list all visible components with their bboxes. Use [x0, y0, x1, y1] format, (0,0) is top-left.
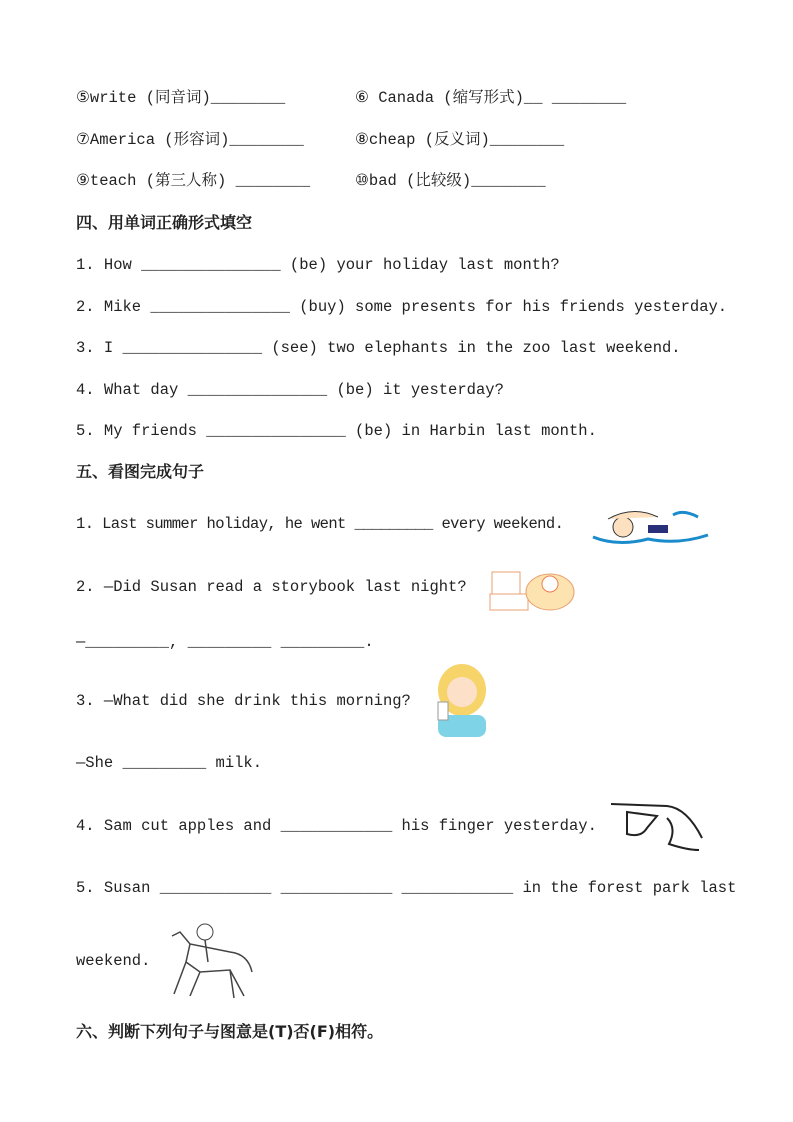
fill-item: 2. Mike _______________ (buy) some presents for his friends yesterday.	[76, 298, 728, 316]
boy-riding-horse-image	[160, 922, 258, 1000]
picture-item: 3. —What did she drink this morning?	[76, 692, 411, 710]
swimming-boy-image	[588, 505, 713, 547]
section-heading: 四、用单词正确形式填空	[76, 213, 253, 232]
section-heading: 六、判断下列句子与图意是(T)否(F)相符。	[76, 1022, 384, 1041]
picture-item: 1. Last summer holiday, he went _________ every weekend.	[76, 515, 564, 533]
fill-item: 4. What day _______________ (be) it yesterday?	[76, 381, 504, 399]
word-item: ⑦America (形容词)________	[76, 131, 304, 149]
picture-item: 5. Susan ____________ ____________ ____________ in the forest park last	[76, 879, 737, 897]
girl-watching-tv-image	[488, 562, 578, 614]
picture-item: —_________, _________ _________.	[76, 633, 374, 651]
picture-item: 4. Sam cut apples and ____________ his finger yesterday.	[76, 817, 597, 835]
word-item: ⑥ Canada (缩写形式)__ ________	[355, 89, 627, 107]
hand-finger-image	[607, 798, 707, 856]
section-heading: 五、看图完成句子	[76, 462, 205, 481]
word-item: ⑤write (同音词)________	[76, 89, 286, 107]
fill-item: 5. My friends _______________ (be) in Harbin last month.	[76, 422, 597, 440]
picture-item: 2. —Did Susan read a storybook last night?	[76, 578, 467, 596]
fill-item: 1. How _______________ (be) your holiday last month?	[76, 256, 560, 274]
picture-item: weekend.	[76, 952, 151, 970]
girl-drinking-milk-image	[428, 660, 493, 738]
word-item: ⑧cheap (反义词)________	[355, 131, 565, 149]
word-item: ⑨teach (第三人称) ________	[76, 172, 311, 190]
word-item: ⑩bad (比较级)________	[355, 172, 546, 190]
fill-item: 3. I _______________ (see) two elephants in the zoo last weekend.	[76, 339, 681, 357]
picture-item: —She _________ milk.	[76, 754, 263, 772]
